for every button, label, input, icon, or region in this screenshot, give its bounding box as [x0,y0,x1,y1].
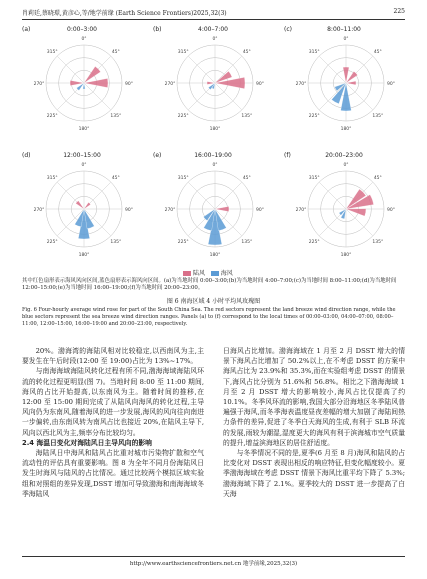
footer-rule [22,556,405,557]
figure-caption-cn: 其中红色扇形表示海风风向区间,蓝色扇形表示海风向区间。(a)为当地时间 0:00–3:00;(b)为当地时间 4:00–7:00;(c)为当地时间 8:00–11:00;(d)为当地时间 12:00–15:00;(e)为当地时间 16:00–19:00;(f)为当地时间 20:00–23:00。 [22,278,397,292]
rose-chart-c [284,26,404,132]
rose-direction-label: 135° [110,113,122,119]
rose-direction-label: 270° [33,208,45,213]
section-heading: 2.4 海温日变化对海陆风日主导风向的影响 [22,438,152,447]
panel-label: (d) [22,152,31,159]
rose-petal [84,202,91,209]
rose-direction-label: 135° [372,239,384,245]
paragraph: 与冬季情况不同的是,夏季(6 月至 8 月)海风和陆风的占比变化对 DSST 表现出相反的响应特征,但变化幅度较小。夏季渤海海域在考虑 DSST 情景下海风比重平均下降了 5.3%;渤海海域下降了 2.1%。夏季较大的 DSST 进一步提高了白天海 [223,449,405,498]
rose-direction-label: 180° [78,253,90,258]
rose-direction-label: 225° [177,113,189,119]
rose-direction-label: 225° [308,113,320,119]
rose-spoke [319,182,346,209]
rose-chart-a [22,26,142,132]
panel-label: (e) [153,152,162,159]
paragraph: 日海风占比增加。渤海海域在 1 月至 2 月 DSST 增大的情景下海风占比增加了 50.2%以上,在不考虑 DSST 的方案中海风占比为 23.9%和 35.3%,而在实验组考虑 DSST 的情景下,海风占比分别为 51.6%和 56.8%。相比之下渤海海域 1 月至 2 月 DSST 增大的影响较小,海风占比仅提高了约 10.1%。冬季风环流的影响,我国大部分沿海地区冬季陆风普遍强于海风,而冬季海表温度昼夜差幅的增大加剧了海陆间热力条件的差异,促进了冬季白天海风的生成,有利于 SLB 环流的发展,雨较为潮湿,湿度更大的海风有利于滨海城市空气质量的提升,增益滨海地区的居住舒适度。 [223,347,405,447]
rose-direction-label: 180° [78,127,90,132]
panel-label: (c) [284,26,292,33]
header-rule [22,19,405,20]
legend-swatch-red [183,271,191,276]
rose-direction-label: 90° [125,208,133,213]
panel-title: 12:00–15:00 [63,152,101,159]
figure-legend [183,268,233,277]
rose-direction-label: 135° [372,113,384,119]
panel-label: (a) [22,26,31,33]
rose-panel-c [284,26,404,132]
rose-spoke [215,182,242,209]
rose-direction-label: 0° [81,37,87,42]
rose-direction-label: 90° [256,82,264,87]
legend-label-red: 陆风 [193,270,206,277]
rose-direction-label: 315° [177,176,189,182]
rose-direction-label: 0° [343,163,349,168]
rose-chart-d [22,152,142,258]
rose-direction-label: 45° [242,176,251,182]
rose-direction-label: 180° [340,127,352,132]
rose-panel-b [153,26,273,132]
rose-direction-label: 0° [212,37,218,42]
rose-direction-label: 315° [308,176,320,182]
rose-direction-label: 270° [33,82,45,87]
rose-direction-label: 270° [164,82,176,87]
rose-direction-label: 180° [209,127,221,132]
legend-label-blue: 海风 [220,270,233,277]
rose-direction-label: 270° [295,208,307,213]
rose-direction-label: 135° [241,113,253,119]
panel-label: (b) [153,26,162,33]
rose-petal [76,201,84,209]
rose-chart-b [153,26,273,132]
rose-chart-f [284,152,404,258]
paragraph: 与南海海域海陆风转化过程有所不同,渤海海域海陆风环流的转化过程更明显(图 7)。当地时间 8:00 至 11:00 期间,海风的占比开始提高,以东南风为主。随着时间的推移,在 12:00 至 15:00 期间完成了从陆风向海风的转化过程,主导风向仍为东南风,随着海风的进一步发展,海风的风向往向南进一步偏转,由东南风转为南风占比也接近 20%,在陆风主导下,风向以西北风为主,频率分布比较均匀。 [22,367,204,437]
figure-title: 图 6 南海区域 4 小时平均风玫瑰图 [166,298,261,305]
rose-direction-label: 90° [387,208,395,213]
rose-direction-label: 45° [111,50,120,56]
paragraph: 海陆风日中海风和陆风占比重对城市污染物扩散和空气流动性的评估具有重要影响。图 8 为全年不同月份海陆风日发生时海风与陆风的占比情况。通过比较两个模拟区域实验组和对照组的差异发现,DSST 增加可导致渤海和南海海域冬季海陆风 [22,449,204,498]
right-column [223,346,405,499]
rose-direction-label: 270° [164,208,176,213]
rose-direction-label: 45° [373,50,382,56]
rose-petal [346,209,366,217]
header-authors-journal: 肖莉廷,蔡晓璟,黄彦心,等/地学前缘 (Earth Science Frontiers)2025,32(3) [22,10,227,17]
panel-label: (f) [284,152,291,159]
rose-chart-e [153,152,273,258]
rose-direction-label: 0° [81,163,87,168]
rose-spoke [188,182,215,209]
rose-direction-label: 135° [241,239,253,245]
rose-direction-label: 225° [46,113,58,119]
rose-direction-label: 315° [46,50,58,56]
panel-title: 8:00–11:00 [327,26,361,33]
rose-direction-label: 90° [256,208,264,213]
rose-direction-label: 225° [177,239,189,245]
page-number: 225 [393,8,405,15]
rose-direction-label: 315° [177,50,189,56]
rose-panel-a [22,26,142,132]
panel-title: 16:00–19:00 [194,152,232,159]
rose-panel-d [22,152,142,258]
paragraph: 20%。渤海湾的海陆风相对比较稳定,以西南风为主,主要发生在午后时段(12:00 至 19:00)占比为 13%~17%。 [22,347,204,366]
rose-direction-label: 0° [212,163,218,168]
rose-direction-label: 225° [308,239,320,245]
rose-panel-f [284,152,404,258]
figure-caption-en: Fig. 6 Four-hourly average wind rose for part of the South China Sea. The red sectors represent the land breeze wind direction range, while the blue sectors represent the sea breeze wind direction ranges. Panels (a) to (f) correspond to the local times of 00:00–03:00, 04:00–07:00, 08:00–11:00, 12:00–15:00, 16:00–19:00 and 20:00–23:00, respectively. [22,307,396,327]
page-footer: http://www.earthsciencefrontiers.net.cn 地学前缘,2025,32(3) [129,561,298,567]
rose-direction-label: 315° [46,176,58,182]
rose-spoke [319,56,346,83]
rose-direction-label: 180° [340,253,352,258]
rose-direction-label: 315° [308,50,320,56]
rose-direction-label: 90° [125,82,133,87]
panel-title: 4:00–7:00 [198,26,228,33]
panel-title: 0:00–3:00 [67,26,97,33]
rose-direction-label: 225° [46,239,58,245]
rose-direction-label: 45° [373,176,382,182]
rose-direction-label: 0° [343,37,349,42]
rose-direction-label: 45° [242,50,251,56]
rose-spoke [188,56,215,83]
rose-spoke [57,56,84,83]
rose-direction-label: 90° [387,82,395,87]
rose-direction-label: 45° [111,176,120,182]
rose-panel-e [153,152,273,258]
rose-direction-label: 270° [295,82,307,87]
panel-title: 20:00–23:00 [325,152,363,159]
left-column [22,346,204,499]
rose-direction-label: 180° [209,253,221,258]
rose-direction-label: 135° [110,239,122,245]
legend-swatch-blue [211,271,219,276]
